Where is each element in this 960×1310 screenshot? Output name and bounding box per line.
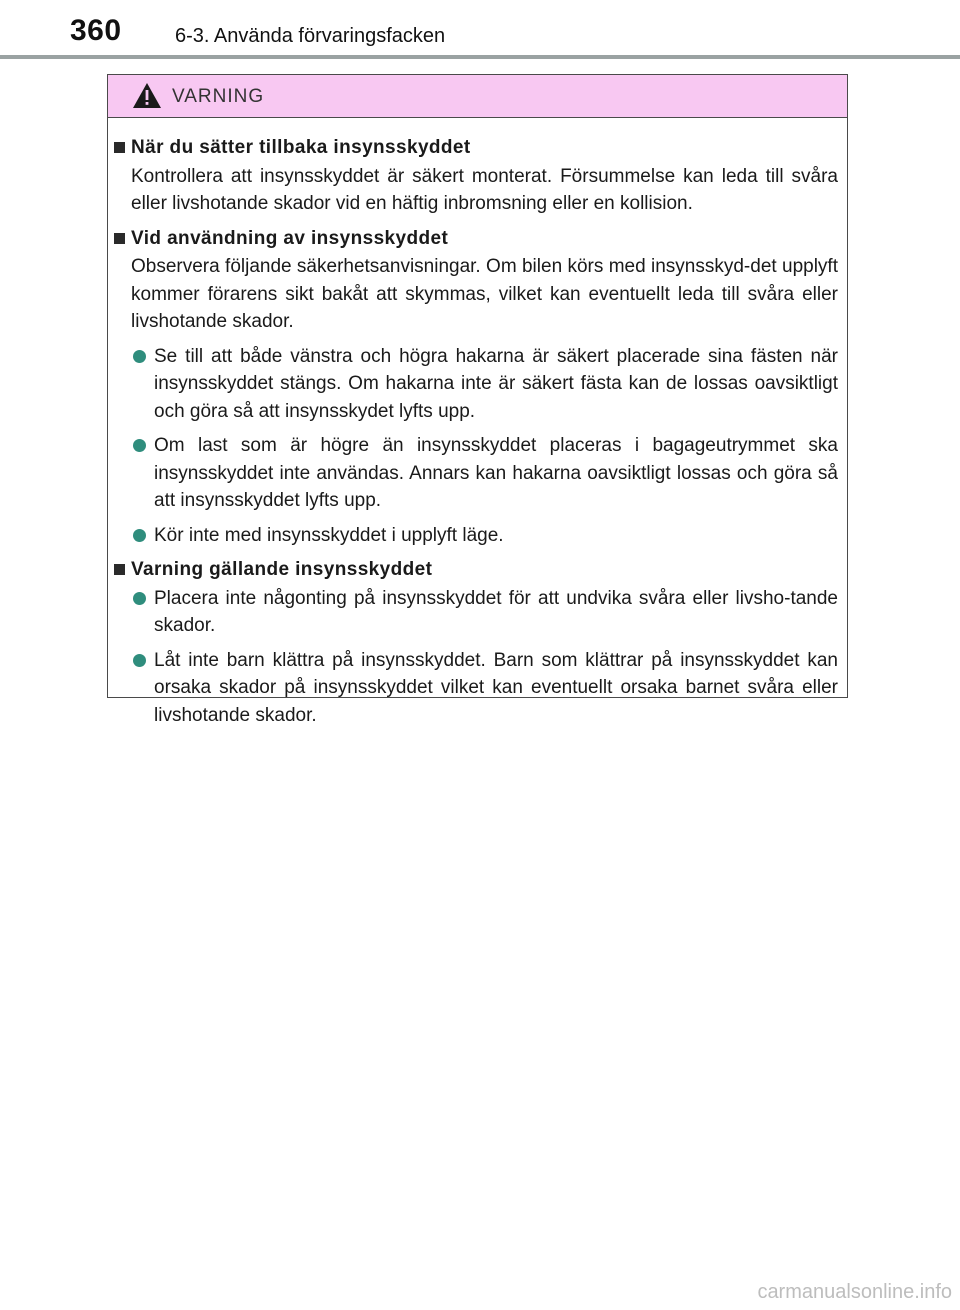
round-bullet-icon bbox=[133, 592, 146, 605]
round-bullet-icon bbox=[133, 350, 146, 363]
list-item: Se till att både vänstra och högra hakarna är säkert placerade sina fästen när insynsskyddet stängs. Om hakarna inte är säkert fästa kan de lossas oavsiktligt och göra så att insynsskydet lyfts upp. bbox=[114, 343, 838, 426]
list-item: Om last som är högre än insynsskyddet placeras i bagageutrymmet ska insynsskyddet inte användas. Annars kan hakarna oavsiktligt lossas och göra så att insynsskyddet lyfts upp. bbox=[114, 432, 838, 515]
list-item: Låt inte barn klättra på insynsskyddet. Barn som klättrar på insynsskyddet kan orsaka skador på insynsskyddet vilket kan eventuellt orsaka barnet svåra eller livshotande skador. bbox=[114, 647, 838, 730]
warning-box bbox=[107, 74, 848, 726]
page-number: 360 bbox=[70, 14, 122, 47]
list-item: Kör inte med insynsskyddet i upplyft läge. bbox=[114, 522, 838, 550]
square-bullet-icon bbox=[114, 564, 125, 575]
round-bullet-icon bbox=[133, 439, 146, 452]
page-header bbox=[0, 0, 960, 60]
header-rule bbox=[0, 55, 960, 59]
section-paragraph: Kontrollera att insynsskyddet är säkert monterat. Försummelse kan leda till svåra eller livshotande skador vid en häftig inbromsning eller en kollision. bbox=[131, 165, 838, 214]
section-heading: När du sätter tillbaka insynsskyddet bbox=[114, 134, 838, 162]
list-item: Placera inte någonting på insynsskyddet för att undvika svåra eller livsho-tande skador. bbox=[114, 585, 838, 640]
section-heading: Varning gällande insynsskyddet bbox=[114, 556, 838, 584]
warning-triangle-icon bbox=[132, 82, 162, 109]
round-bullet-icon bbox=[133, 529, 146, 542]
section-paragraph: Observera följande säkerhetsanvisningar. Om bilen körs med insynsskyd-det upplyft kommer förarens sikt bakåt att skymmas, vilket kan eventuellt leda till svåra eller livshotande skador. bbox=[131, 256, 838, 332]
section-heading: Vid användning av insynsskyddet bbox=[114, 225, 838, 253]
watermark: carmanualsonline.info bbox=[757, 1281, 952, 1303]
warning-body bbox=[108, 118, 847, 729]
section-title: 6-3. Använda förvaringsfacken bbox=[175, 25, 446, 47]
warning-label: VARNING bbox=[172, 86, 265, 107]
round-bullet-icon bbox=[133, 654, 146, 667]
square-bullet-icon bbox=[114, 233, 125, 244]
square-bullet-icon bbox=[114, 142, 125, 153]
warning-header bbox=[108, 75, 847, 118]
